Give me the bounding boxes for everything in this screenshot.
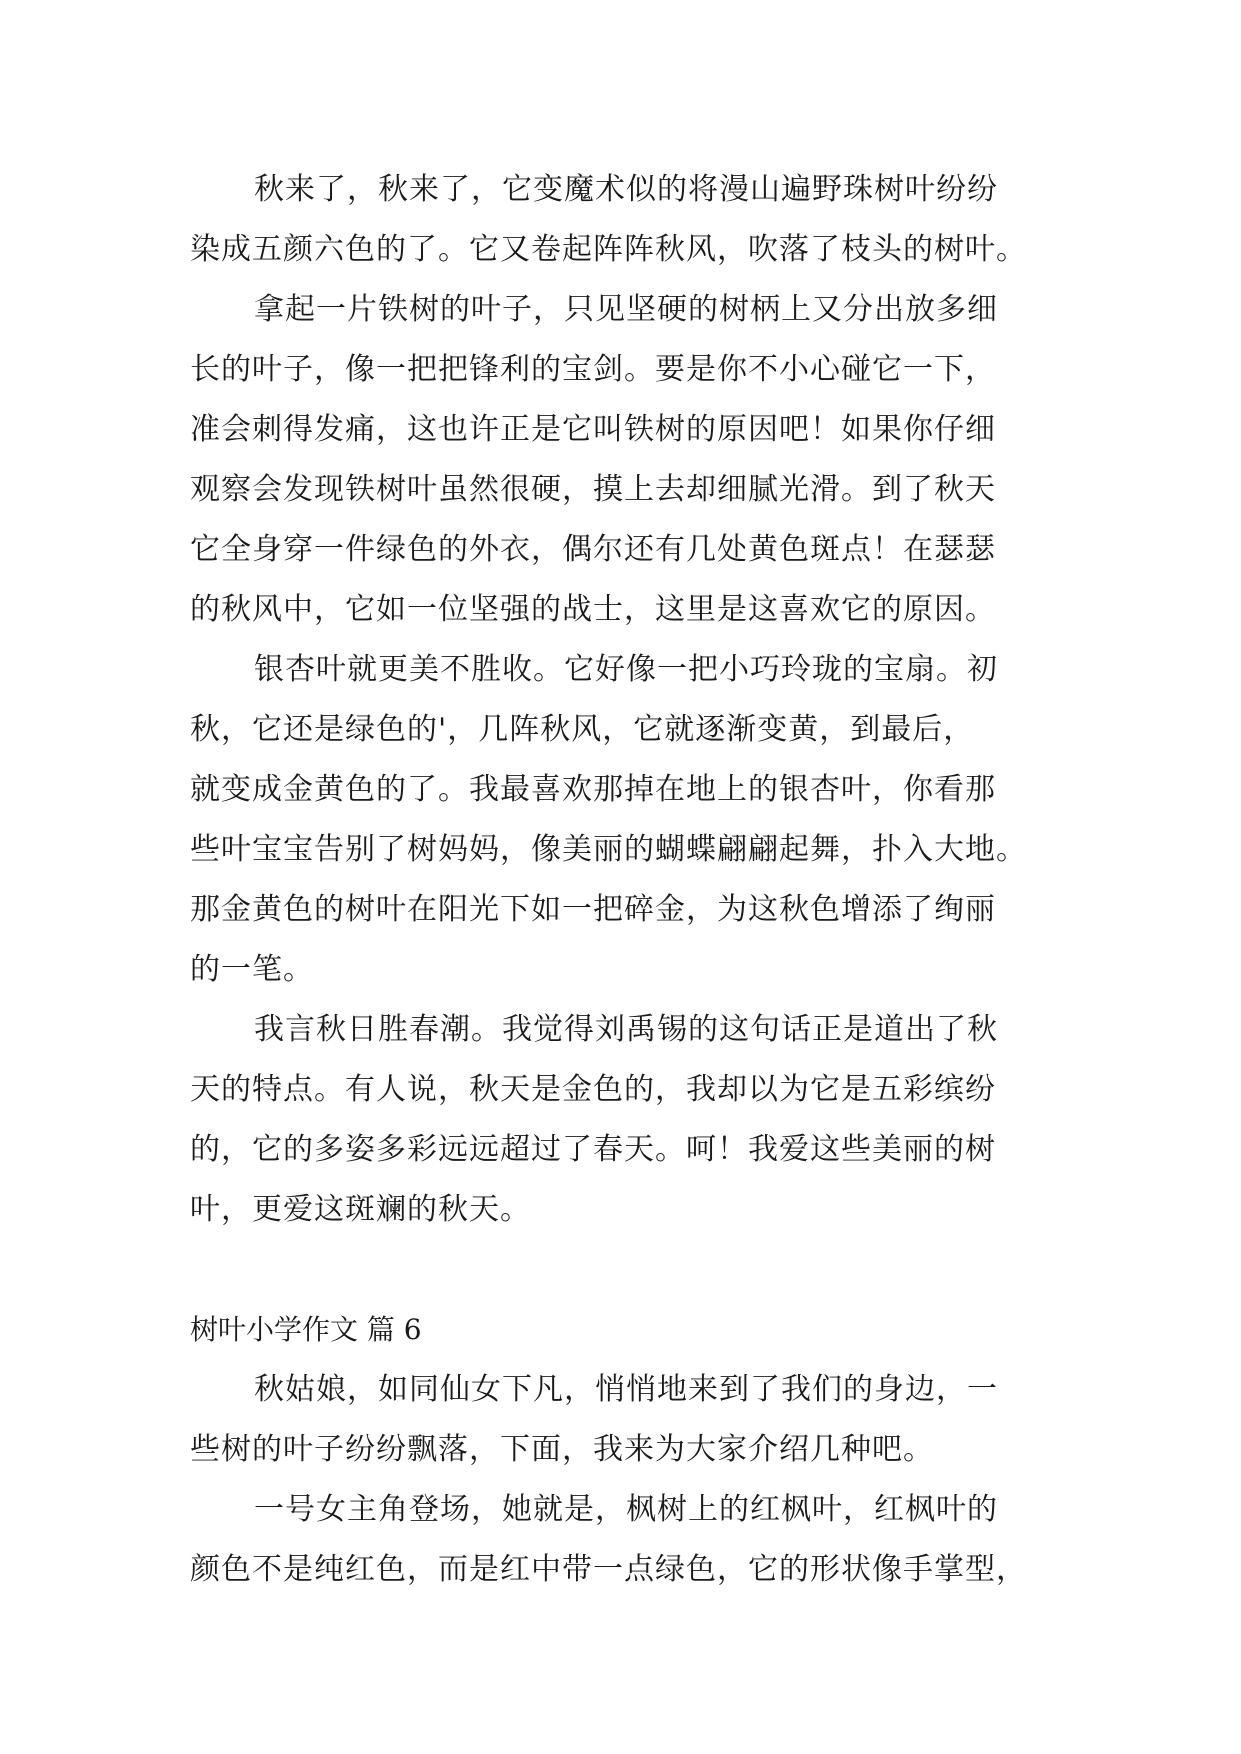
paragraph-5 — [190, 1360, 1070, 1480]
paragraph-line: 染成五颜六色的了。它又卷起阵阵秋风，吹落了枝头的树叶。 — [190, 232, 1027, 267]
paragraph-3 — [190, 640, 1070, 1000]
paragraph-line: 秋姑娘，如同仙女下凡，悄悄地来到了我们的身边，一 — [254, 1372, 998, 1407]
paragraph-line: 我言秋日胜春潮。我觉得刘禹锡的这句话正是道出了秋 — [254, 1012, 998, 1047]
paragraph-line: 的，它的多姿多彩远远超过了春天。呵！我爱这些美丽的树 — [190, 1132, 996, 1167]
paragraph-line: 那金黄色的树叶在阳光下如一把碎金，为这秋色增添了绚丽 — [190, 892, 996, 927]
paragraph-line: 长的叶子，像一把把锋利的宝剑。要是你不小心碰它一下， — [190, 352, 996, 387]
paragraph-line: 观察会发现铁树叶虽然很硬，摸上去却细腻光滑。到了秋天 — [190, 472, 996, 507]
paragraph-line: 就变成金黄色的了。我最喜欢那掉在地上的银杏叶，你看那 — [190, 772, 996, 807]
paragraph-2 — [190, 280, 1070, 640]
section-spacer — [190, 1240, 1070, 1300]
paragraph-6 — [190, 1480, 1070, 1600]
paragraph-line: 准会刺得发痛，这也许正是它叫铁树的原因吧！如果你仔细 — [190, 412, 996, 447]
paragraph-1 — [190, 160, 1070, 280]
paragraph-line: 一号女主角登场，她就是，枫树上的红枫叶，红枫叶的 — [254, 1492, 998, 1527]
paragraph-line: 秋来了，秋来了，它变魔术似的将漫山遍野珠树叶纷纷 — [254, 172, 998, 207]
paragraph-line: 的一笔。 — [190, 952, 314, 987]
paragraph-line: 叶，更爱这斑斓的秋天。 — [190, 1192, 531, 1227]
paragraph-line: 拿起一片铁树的叶子，只见坚硬的树柄上又分出放多细 — [254, 292, 998, 327]
paragraph-line: 的秋风中，它如一位坚强的战士，这里是这喜欢它的原因。 — [190, 592, 996, 627]
section-heading: 树叶小学作文 篇 6 — [190, 1313, 422, 1346]
paragraph-line: 些叶宝宝告别了树妈妈，像美丽的蝴蝶翩翩起舞，扑入大地。 — [190, 832, 1027, 867]
paragraph-line: 银杏叶就更美不胜收。它好像一把小巧玲珑的宝扇。初 — [254, 652, 998, 687]
paragraph-line: 秋，它还是绿色的'，几阵秋风，它就逐渐变黄，到最后， — [190, 712, 975, 747]
paragraph-line: 颜色不是纯红色，而是红中带一点绿色，它的形状像手掌型， — [190, 1552, 1027, 1587]
paragraph-line: 天的特点。有人说，秋天是金色的，我却以为它是五彩缤纷 — [190, 1072, 996, 1107]
paragraph-line: 它全身穿一件绿色的外衣，偶尔还有几处黄色斑点！在瑟瑟 — [190, 532, 996, 567]
paragraph-4 — [190, 1000, 1070, 1240]
document-body — [190, 160, 1070, 1600]
paragraph-line: 些树的叶子纷纷飘落，下面，我来为大家介绍几种吧。 — [190, 1432, 934, 1467]
